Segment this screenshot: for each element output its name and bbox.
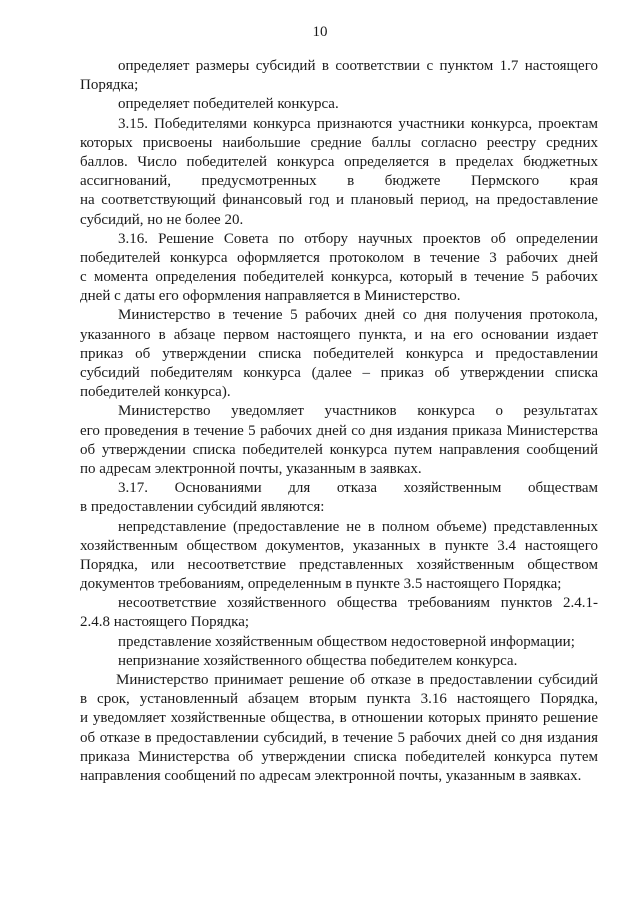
text-line: приказ об утверждении списка победителей конкурса и предоставлении <box>80 345 598 362</box>
text-line: хозяйственным обществом документов, указанных в пункте 3.4 настоящего <box>80 537 598 554</box>
text-line: 3.17. Основаниями для отказа хозяйственным обществам <box>118 480 598 497</box>
text-line: указанного в абзаце первом настоящего пункта, и на его основании издает <box>80 326 598 343</box>
text-line: об утверждении списка победителей конкурса путем направления сообщений <box>80 441 598 458</box>
text-line: Министерство принимает решение об отказе в предоставлении субсидий <box>116 672 598 688</box>
text-line: 3.15. Победителями конкурса признаются участники конкурса, проектам <box>118 115 598 132</box>
text-line: на соответствующий финансовый год и плановый период, на предоставление <box>80 192 598 209</box>
document-body <box>80 57 598 786</box>
text-line: определяет победителей конкурса. <box>118 96 339 113</box>
text-line: документов требованиям, определенным в пункте 3.5 настоящего Порядка; <box>80 576 562 593</box>
text-line: его проведения в течение 5 рабочих дней со дня издания приказа Министерства <box>80 422 598 439</box>
text-line: приказа Министерства об утверждении списка победителей конкурса путем <box>80 748 598 765</box>
text-line: Министерство в течение 5 рабочих дней со дня получения протокола, <box>118 307 598 324</box>
text-line: победителей конкурса оформляется протоколом в течение 3 рабочих дней <box>80 249 598 266</box>
text-line: победителей конкурса). <box>80 384 231 401</box>
text-line: непредставление (предоставление не в полном объеме) представленных <box>118 518 598 535</box>
text-line: 3.16. Решение Совета по отбору научных проектов об определении <box>118 230 598 247</box>
text-line: баллов. Число победителей конкурса определяется в пределах бюджетных <box>80 153 598 170</box>
text-line: которых присвоены наибольшие средние баллы согласно реестру средних <box>80 134 598 151</box>
text-line: Порядка, или несоответствие представленных хозяйственным обществом <box>80 556 598 573</box>
text-line: субсидий победителям конкурса (далее – приказ об утверждении списка <box>80 365 598 381</box>
text-line: Порядка; <box>80 77 139 94</box>
text-line: субсидий, но не более 20. <box>80 211 244 228</box>
text-line: с момента определения победителей конкурса, который в течение 5 рабочих <box>80 269 598 286</box>
page-number: 10 <box>312 24 328 40</box>
text-line: представление хозяйственным обществом недостоверной информации; <box>118 633 575 650</box>
text-line: об отказе в предоставлении субсидий, в течение 5 рабочих дней со дня издания <box>80 729 598 746</box>
text-line: направления сообщений по адресам электронной почты, указанным в заявках. <box>80 767 582 784</box>
text-line: в предоставлении субсидий являются: <box>80 499 325 516</box>
text-line: несоответствие хозяйственного общества требованиям пунктов 2.4.1- <box>118 595 598 612</box>
text-line: и уведомляет хозяйственные общества, в отношении которых принято решение <box>80 710 598 727</box>
text-line: определяет размеры субсидий в соответствии с пунктом 1.7 настоящего <box>118 58 598 74</box>
text-line: непризнание хозяйственного общества победителем конкурса. <box>118 652 518 669</box>
text-line: 2.4.8 настоящего Порядка; <box>80 614 250 631</box>
text-line: дней с даты его оформления направляется в Министерство. <box>80 288 461 305</box>
text-line: ассигнований, предусмотренных в бюджете Пермского края <box>80 173 598 190</box>
text-line: по адресам электронной почты, указанным в заявках. <box>80 460 422 477</box>
text-line: Министерство уведомляет участников конкурса о результатах <box>118 403 598 420</box>
text-line: в срок, установленный абзацем вторым пункта 3.16 настоящего Порядка, <box>80 691 598 708</box>
